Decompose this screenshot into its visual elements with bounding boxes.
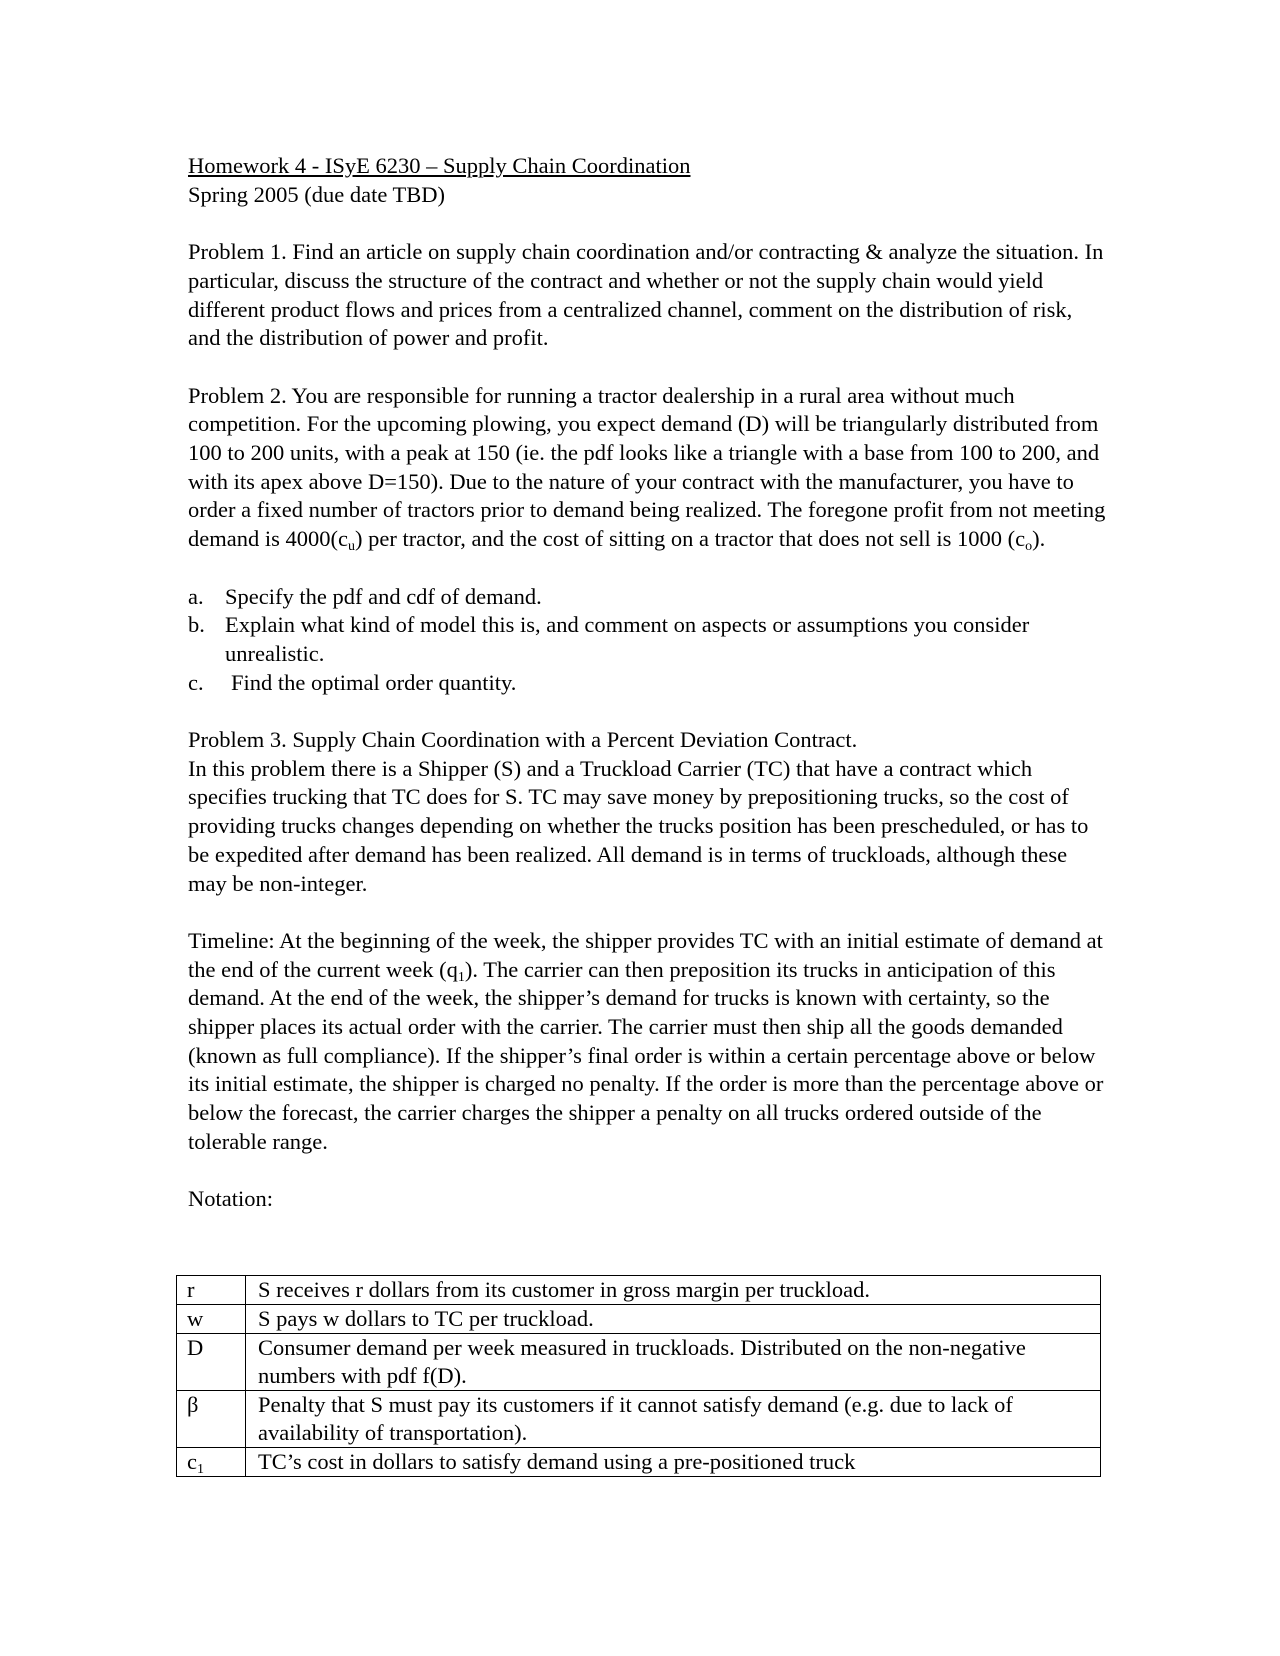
notation-symbol-base: c — [187, 1449, 197, 1474]
list-marker: a. — [188, 583, 204, 609]
table-row — [177, 1448, 1101, 1477]
table-row — [177, 1305, 1101, 1334]
problem-3-intro: In this problem there is a Shipper (S) and a Truckload Carrier (TC) that have a contract which specifies trucking that TC does for S. TC may save money by prepositioning trucks, so the cost of providing trucks changes depending on whether the trucks position has been prescheduled, or has to be expedited after demand has been realized. All demand is in terms of truckloads, although these may be non-integer. — [188, 755, 1089, 896]
problem-3-heading: Problem 3. Supply Chain Coordination with a Percent Deviation Contract. — [188, 727, 858, 752]
subscript-1: 1 — [457, 969, 465, 985]
problem-1-text: Problem 1. Find an article on supply chain coordination and/or contracting & analyze the situation. In particular, discuss the structure of the contract and whether or not the supply chain would yield different product flows and prices from a centralized channel, comment on the distribution of risk, and the distribution of power and profit. — [188, 239, 1104, 351]
notation-symbol: β — [177, 1391, 246, 1448]
table-row — [177, 1391, 1101, 1448]
notation-table — [176, 1275, 1101, 1477]
timeline-part-b: ). The carrier can then preposition its trucks in anticipation of this demand. At the end of the week, the shipper’s demand for trucks is known with certainty, so the shipper places its actual order with the carrier. The carrier must then ship all the goods demanded (known as full compliance). If the shipper’s final order is within a certain percentage above or below its initial estimate, the shipper is charged no penalty. If the order is more than the percentage above or below the forecast, the carrier charges the shipper a penalty on all trucks ordered outside of the tolerable range. — [188, 956, 1104, 1154]
problem-2-text-part-c: ). — [1032, 526, 1046, 552]
document-title: Homework 4 - ISyE 6230 – Supply Chain Coordination — [188, 153, 691, 178]
notation-description: S receives r dollars from its customer in gross margin per truckload. — [246, 1276, 1101, 1305]
subscript-o: o — [1025, 539, 1033, 555]
notation-symbol: D — [177, 1334, 246, 1391]
list-item — [188, 583, 1108, 612]
list-item — [188, 611, 1108, 668]
notation-description: Consumer demand per week measured in truckloads. Distributed on the non-negative numbers with pdf f(D). — [246, 1334, 1101, 1391]
notation-description: S pays w dollars to TC per truckload. — [246, 1305, 1101, 1334]
subscript-u: u — [347, 539, 355, 555]
list-item-text: Find the optimal order quantity. — [231, 669, 517, 695]
list-marker: c. — [188, 669, 204, 695]
notation-description: TC’s cost in dollars to satisfy demand using a pre-positioned truck — [246, 1448, 1101, 1477]
notation-symbol — [177, 1448, 246, 1477]
document-term: Spring 2005 (due date TBD) — [188, 181, 446, 207]
list-item-text: Explain what kind of model this is, and comment on aspects or assumptions you consider unrealistic. — [225, 612, 1030, 666]
notation-symbol: r — [177, 1276, 246, 1305]
timeline-part-a: Timeline: At the beginning of the week, the shipper provides TC with an initial estimate of demand at the end of the current week (q — [188, 927, 1103, 982]
list-item-text: Specify the pdf and cdf of demand. — [225, 583, 542, 609]
notation-symbol: w — [177, 1305, 246, 1334]
table-row — [177, 1276, 1101, 1305]
notation-label: Notation: — [188, 1186, 273, 1212]
problem-2-text-part-a: Problem 2. You are responsible for running a tractor dealership in a rural area without much competition. For the upcoming plowing, you expect demand (D) will be triangularly distributed from 100 to 200 units, with a peak at 150 (ie. the pdf looks like a triangle with a base from 100 to 200, and with its apex above D=150). Due to the nature of your contract with the manufacturer, you have to order a fixed number of tractors prior to demand being realized. The foregone profit from not meeting demand is 4000(c — [188, 382, 1106, 552]
list-marker: b. — [188, 612, 205, 638]
problem-2-text — [188, 382, 1108, 554]
problem-2-text-part-b: ) per tractor, and the cost of sitting on a tractor that does not sell is 1000 (c — [354, 526, 1026, 552]
table-row — [177, 1334, 1101, 1391]
notation-symbol-subscript: 1 — [197, 1462, 204, 1477]
list-item — [188, 669, 1108, 698]
notation-description: Penalty that S must pay its customers if it cannot satisfy demand (e.g. due to lack of availability of transportation). — [246, 1391, 1101, 1448]
document-body — [188, 152, 1108, 1214]
problem-2-subquestions — [188, 583, 1108, 698]
problem-3-timeline — [188, 927, 1108, 1157]
